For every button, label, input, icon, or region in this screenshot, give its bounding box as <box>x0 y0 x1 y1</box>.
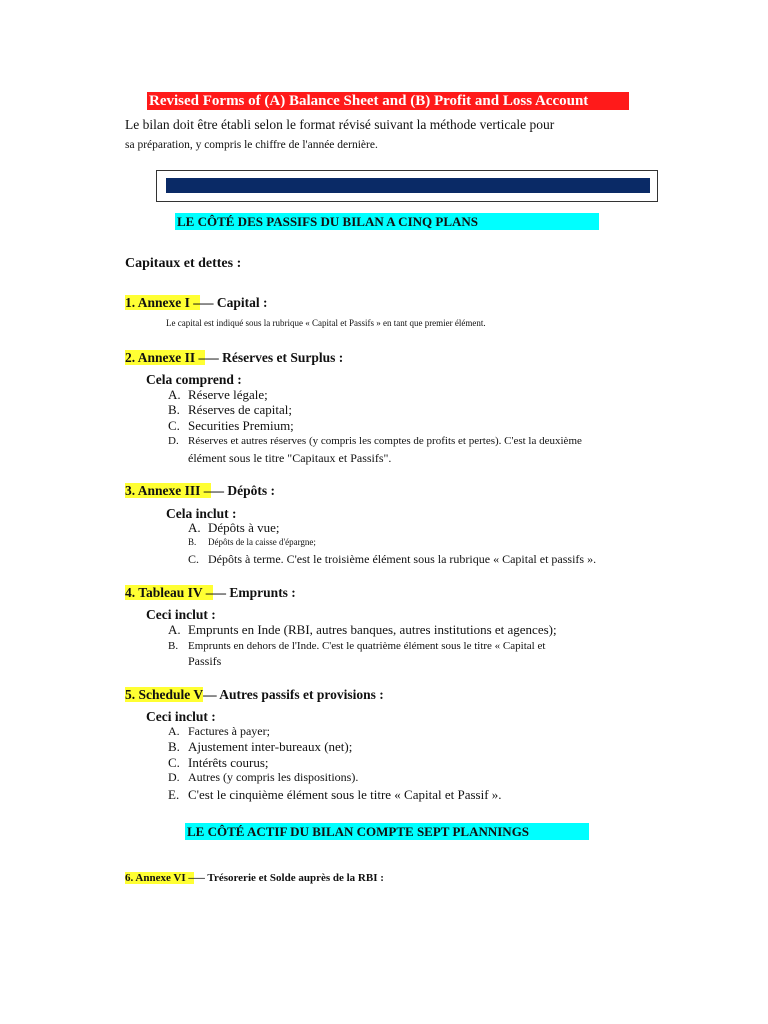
intro-line-1: Le bilan doit être établi selon le format révisé suivant la méthode verticale pour <box>125 117 555 132</box>
annexe-2-label: 2. Annexe II – <box>125 350 206 365</box>
navy-banner-bar <box>166 178 650 193</box>
annexe-6-label: 6. Annexe VI – <box>125 872 194 884</box>
list-item: A. Factures à payer; <box>168 724 270 738</box>
annexe-3-label: 3. Annexe III – <box>125 483 211 498</box>
intro-line-2: sa préparation, y compris le chiffre de l'année dernière. <box>125 139 378 151</box>
annexe-5-label: 5. Schedule V <box>125 687 204 702</box>
annexe-5-heading <box>125 686 384 703</box>
list-item: B. Emprunts en dehors de l'Inde. C'est le quatrième élément sous le titre « Capital et <box>168 640 546 652</box>
list-item: A. Dépôts à vue; <box>188 520 280 535</box>
list-item: C. Dépôts à terme. C'est le troisième élément sous la rubrique « Capital et passifs ». <box>188 552 597 566</box>
list-item: A. Emprunts en Inde (RBI, autres banques, autres institutions et agences); <box>168 622 557 637</box>
list-item: D. Autres (y compris les dispositions). <box>168 770 359 784</box>
list-item: B. Dépôts de la caisse d'épargne; <box>188 537 316 547</box>
list-item: E. C'est le cinquième élément sous le titre « Capital et Passif ». <box>168 787 502 802</box>
list-item: D. Réserves et autres réserves (y compris les comptes de profits et pertes). C'est la deuxième <box>168 435 582 447</box>
annexe-4-title: — Emprunts : <box>212 585 296 600</box>
annexe-3-heading <box>125 482 275 499</box>
annexe-1-title: — Capital : <box>200 295 268 310</box>
annexe-6-title: — Trésorerie et Solde auprès de la RBI : <box>193 872 384 884</box>
annexe-4-label: 4. Tableau IV – <box>125 585 213 600</box>
annexe-4-intro: Ceci inclut : <box>146 607 216 622</box>
passifs-banner: LE CÔTÉ DES PASSIFS DU BILAN A CINQ PLANS <box>175 213 599 230</box>
annexe-2-title: — Réserves et Surplus : <box>205 350 344 365</box>
annexe-3-title: — Dépôts : <box>210 483 276 498</box>
annexe-3-intro: Cela inclut : <box>166 506 237 521</box>
annexe-1-heading <box>125 294 268 311</box>
annexe-6-heading <box>125 870 384 887</box>
document-title: Revised Forms of (A) Balance Sheet and (B) Profit and Loss Account <box>147 92 629 110</box>
annexe-5-title: — Autres passifs et provisions : <box>203 687 384 702</box>
navy-banner-frame <box>156 170 658 202</box>
annexe-2-intro: Cela comprend : <box>146 372 242 387</box>
list-item: B. Ajustement inter-bureaux (net); <box>168 739 353 754</box>
list-item: B. Réserves de capital; <box>168 402 292 417</box>
annexe-4-heading <box>125 584 296 601</box>
list-item-continuation: élément sous le titre "Capitaux et Passifs". <box>188 451 392 465</box>
annexe-5-intro: Ceci inclut : <box>146 709 216 724</box>
list-item-continuation: Passifs <box>188 654 222 668</box>
capitaux-heading: Capitaux et dettes : <box>125 256 242 271</box>
list-item: C. Intérêts courus; <box>168 755 269 770</box>
annexe-2-heading <box>125 349 343 366</box>
annexe-1-label: 1. Annexe I – <box>125 295 201 310</box>
list-item: C. Securities Premium; <box>168 418 294 433</box>
actif-banner: LE CÔTÉ ACTIF DU BILAN COMPTE SEPT PLANNINGS <box>185 823 589 840</box>
annexe-1-text: Le capital est indiqué sous la rubrique « Capital et Passifs » en tant que premier élément. <box>166 318 486 328</box>
list-item: A. Réserve légale; <box>168 387 268 402</box>
